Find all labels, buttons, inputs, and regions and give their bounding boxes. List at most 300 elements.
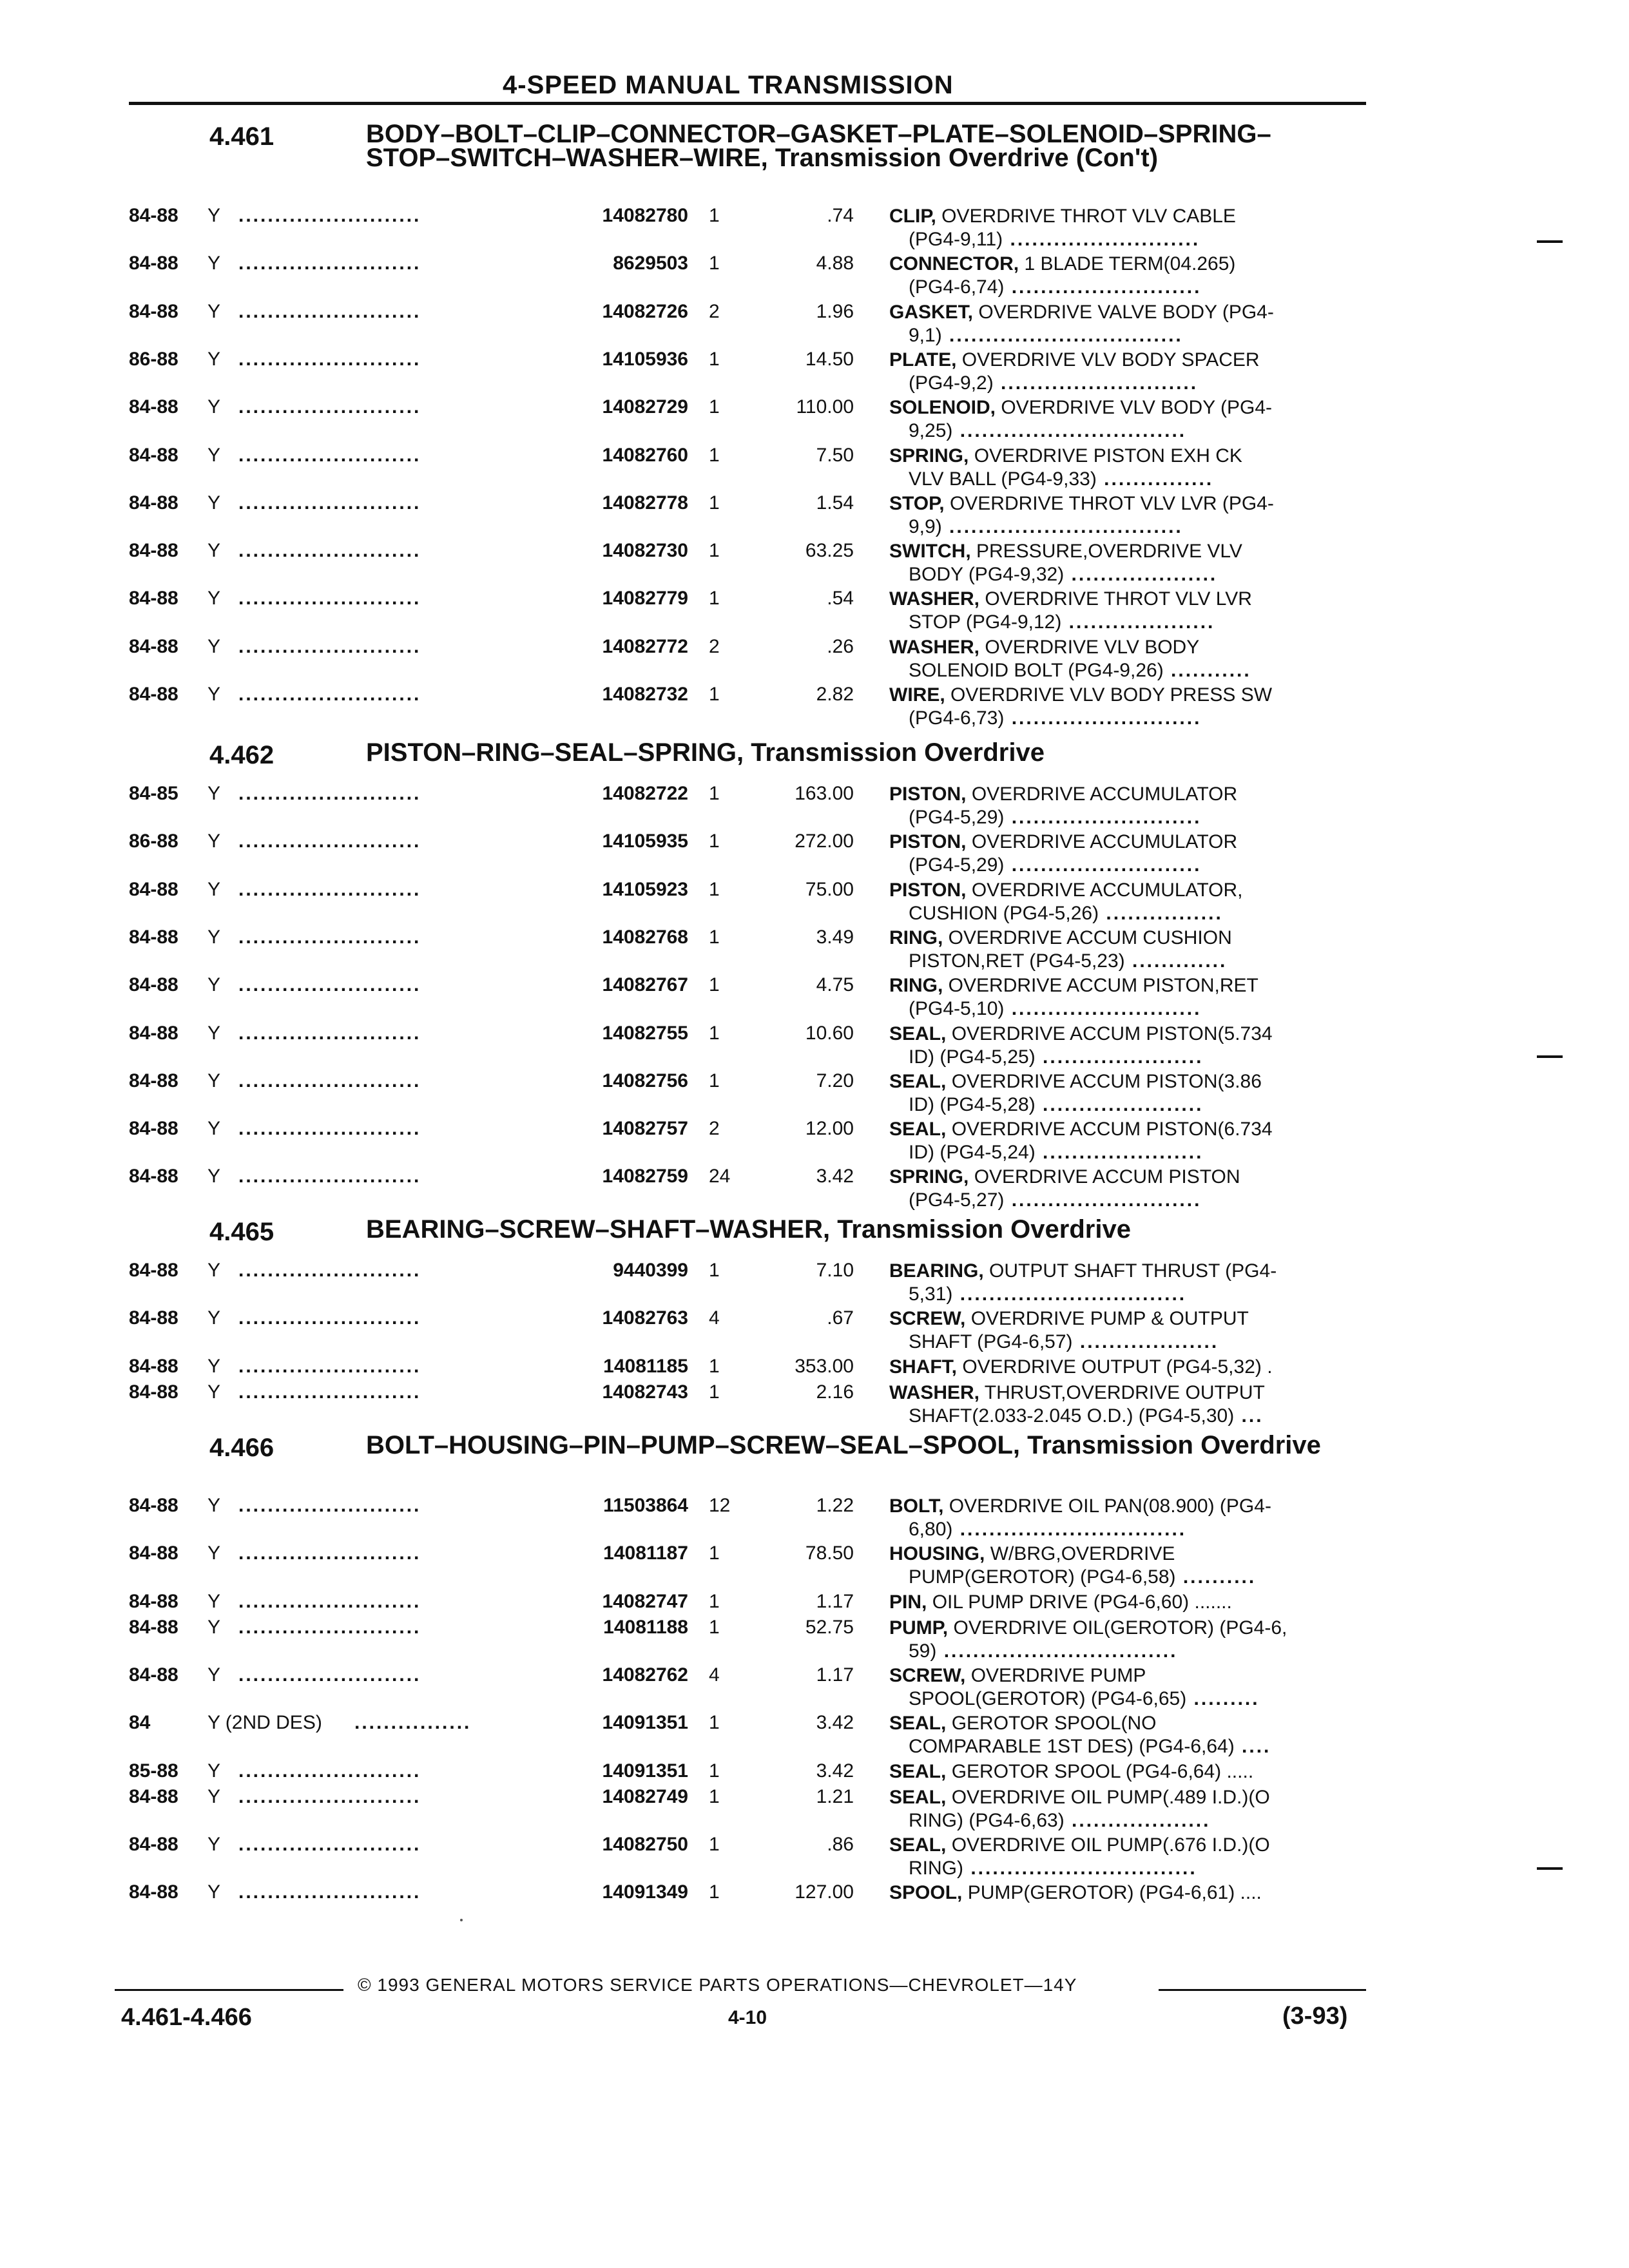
model-years: 84-88 xyxy=(129,1881,178,1903)
leader-dots: ................................ xyxy=(936,1640,1178,1662)
table-row xyxy=(0,1834,1629,1880)
description-text: 6,80) xyxy=(909,1519,953,1540)
price: .67 xyxy=(827,1307,854,1329)
price: 12.00 xyxy=(805,1118,854,1140)
description-line-1: PRESSURE,OVERDRIVE VLV xyxy=(970,541,1242,562)
part-number: 14082756 xyxy=(602,1070,688,1091)
leader-dots: ......................... xyxy=(238,1070,421,1091)
description-text: (PG4-5,27) xyxy=(909,1189,1005,1211)
model-years: 84-88 xyxy=(129,878,178,900)
description-line-1: OUTPUT SHAFT THRUST (PG4- xyxy=(983,1260,1277,1282)
part-name: RING, xyxy=(889,927,943,948)
table-row xyxy=(0,831,1629,877)
price: 4.75 xyxy=(816,974,854,996)
leader-dots: ......................... xyxy=(238,974,421,996)
part-name: GASKET, xyxy=(889,301,974,323)
price: 3.42 xyxy=(816,1712,854,1734)
leader-dots: ......................... xyxy=(238,1166,421,1187)
table-row xyxy=(0,205,1629,251)
margin-mark xyxy=(1537,1055,1563,1058)
description-text: PUMP(GEROTOR) (PG4-6,58) xyxy=(909,1566,1176,1588)
part-name: PISTON, xyxy=(889,831,967,853)
part-number: 14105935 xyxy=(602,831,688,852)
quantity: 1 xyxy=(709,831,720,852)
description-text: SPOOL(GEROTOR) (PG4-6,65) xyxy=(909,1687,1187,1709)
part-number: 14082760 xyxy=(602,444,688,466)
leader-dots: ......................... xyxy=(238,1833,421,1855)
description-line-2 xyxy=(889,1283,1277,1306)
table-row xyxy=(0,301,1629,347)
leader-dots: ...................... xyxy=(1035,1046,1204,1068)
leader-dots: ......................... xyxy=(238,1307,421,1329)
description-line-1: OVERDRIVE ACCUM PISTON(3.86 xyxy=(946,1070,1262,1092)
part-name: BOLT, xyxy=(889,1495,944,1517)
model-years: 84-88 xyxy=(129,396,178,418)
price: .26 xyxy=(827,635,854,657)
description-line-1: GEROTOR SPOOL(NO xyxy=(946,1713,1157,1735)
part-description xyxy=(889,927,1232,973)
price: 110.00 xyxy=(796,396,854,418)
model-code: Y xyxy=(207,348,221,370)
part-description xyxy=(889,1381,1265,1428)
model-years: 86-88 xyxy=(129,831,178,852)
section-number: 4.465 xyxy=(209,1218,275,1246)
price: 163.00 xyxy=(795,783,854,804)
quantity: 2 xyxy=(709,635,720,657)
model-years: 84-88 xyxy=(129,444,178,466)
quantity: 4 xyxy=(709,1307,720,1329)
part-number: 9440399 xyxy=(613,1260,688,1281)
leader-dots: ......................... xyxy=(238,1616,421,1638)
part-name: SCREW, xyxy=(889,1308,966,1330)
description-line-2 xyxy=(889,1189,1240,1212)
part-number: 14082763 xyxy=(602,1307,688,1329)
price: 78.50 xyxy=(805,1542,854,1564)
part-name: BEARING, xyxy=(889,1260,984,1282)
footer-copyright: © 1993 GENERAL MOTORS SERVICE PARTS OPERATIONS—CHEVROLET—14Y xyxy=(358,1975,1077,1995)
section-number: 4.466 xyxy=(209,1434,275,1462)
leader-dots: ......................... xyxy=(238,1118,421,1140)
part-name: SOLENOID, xyxy=(889,397,996,419)
leader-dots: .......................... xyxy=(1004,276,1202,298)
section-title xyxy=(366,1215,1345,1244)
section-title xyxy=(366,1431,1345,1459)
leader-dots: .......... xyxy=(1175,1566,1257,1588)
price: .86 xyxy=(827,1833,854,1855)
part-description xyxy=(889,1070,1262,1117)
quantity: 1 xyxy=(709,1022,720,1044)
description-line-1: OVERDRIVE VLV BODY xyxy=(979,636,1200,658)
part-description xyxy=(889,588,1252,634)
model-code: Y xyxy=(207,1542,221,1564)
leader-dots: ......................... xyxy=(238,540,421,562)
model-years: 84-88 xyxy=(129,1616,178,1638)
part-name: PISTON, xyxy=(889,783,967,805)
model-years: 86-88 xyxy=(129,348,178,370)
table-row xyxy=(0,974,1629,1021)
price: 1.17 xyxy=(816,1590,854,1612)
leader-dots: ...................... xyxy=(1035,1093,1204,1115)
part-name: SPOOL, xyxy=(889,1882,963,1904)
table-row xyxy=(0,1617,1629,1663)
table-row xyxy=(0,396,1629,443)
leader-dots: ................... xyxy=(1072,1331,1219,1353)
description-text: RING) (PG4-6,63) xyxy=(909,1809,1065,1831)
quantity: 12 xyxy=(709,1495,731,1516)
section-title xyxy=(366,738,1345,767)
model-code: Y xyxy=(207,444,221,466)
part-number: 14082730 xyxy=(602,540,688,562)
part-number: 14082772 xyxy=(602,635,688,657)
description-line-2 xyxy=(889,1141,1273,1164)
model-years: 84-88 xyxy=(129,540,178,562)
model-years: 84-88 xyxy=(129,1355,178,1377)
leader-dots: ........................... xyxy=(993,372,1199,394)
part-number: 14082743 xyxy=(602,1381,688,1403)
description-text: (PG4-6,74) xyxy=(909,276,1005,298)
price: 2.16 xyxy=(816,1381,854,1403)
part-name: WASHER, xyxy=(889,636,980,658)
part-description xyxy=(889,396,1272,443)
quantity: 1 xyxy=(709,1070,720,1091)
part-description xyxy=(889,684,1272,730)
model-years: 84-88 xyxy=(129,205,178,226)
description-text: BODY (PG4-9,32) xyxy=(909,564,1065,586)
leader-dots: ......................... xyxy=(238,831,421,852)
table-row xyxy=(0,1307,1629,1354)
description-line-1: OVERDRIVE PUMP & OUTPUT xyxy=(965,1308,1249,1330)
leader-dots: .................... xyxy=(1061,611,1215,633)
price: 1.17 xyxy=(816,1664,854,1686)
description-text: SOLENOID BOLT (PG4-9,26) xyxy=(909,659,1164,681)
description-line-1: OVERDRIVE ACCUMULATOR xyxy=(966,831,1238,853)
leader-dots: .... xyxy=(1234,1736,1271,1758)
quantity: 1 xyxy=(709,1260,720,1281)
leader-dots: ......................... xyxy=(238,878,421,900)
model-code: Y xyxy=(207,1881,221,1903)
section-title-parts: PISTON–RING–SEAL–SPRING, xyxy=(366,738,744,767)
model-code: Y xyxy=(207,684,221,705)
description-line-1: OIL PUMP DRIVE (PG4-6,60) ....... xyxy=(927,1591,1232,1613)
margin-mark xyxy=(1537,1867,1563,1870)
part-description xyxy=(889,1617,1287,1663)
model-code: Y xyxy=(207,1022,221,1044)
quantity: 1 xyxy=(709,588,720,610)
table-row xyxy=(0,1881,1629,1928)
model-years: 84-88 xyxy=(129,1495,178,1516)
leader-dots: .......................... xyxy=(1003,229,1200,250)
description-text: 59) xyxy=(909,1640,937,1662)
description-line-1: OVERDRIVE VLV BODY PRESS SW xyxy=(945,684,1273,706)
leader-dots: ......................... xyxy=(238,1260,421,1281)
part-description xyxy=(889,1760,1253,1783)
part-description xyxy=(889,540,1242,586)
model-code: Y xyxy=(207,1307,221,1329)
leader-dots: ................ xyxy=(354,1712,472,1734)
leader-dots: ......................... xyxy=(238,1590,421,1612)
table-row xyxy=(0,1760,1629,1786)
table-row xyxy=(0,1712,1629,1758)
part-number: 14082722 xyxy=(602,783,688,804)
part-number: 14082729 xyxy=(602,396,688,418)
part-number: 8629503 xyxy=(613,253,688,274)
part-name: RING, xyxy=(889,975,943,997)
model-code: Y xyxy=(207,396,221,418)
model-years: 84-85 xyxy=(129,783,178,804)
part-description xyxy=(889,1495,1271,1541)
model-years: 84-88 xyxy=(129,1590,178,1612)
leader-dots: ......................... xyxy=(238,300,421,322)
model-code: Y xyxy=(207,783,221,804)
description-line-2 xyxy=(889,950,1232,973)
leader-dots: .......................... xyxy=(1004,1189,1202,1211)
leader-dots: ......................... xyxy=(238,444,421,466)
description-text: SHAFT (PG4-6,57) xyxy=(909,1331,1073,1353)
quantity: 1 xyxy=(709,1760,720,1782)
quantity: 1 xyxy=(709,348,720,370)
leader-dots: ................................ xyxy=(941,515,1183,537)
part-description xyxy=(889,301,1274,347)
part-number: 14082779 xyxy=(602,588,688,610)
model-years: 84-88 xyxy=(129,1070,178,1091)
description-text: PISTON,RET (PG4-5,23) xyxy=(909,950,1125,972)
description-line-2 xyxy=(889,1331,1249,1354)
description-line-2 xyxy=(889,1640,1287,1663)
part-name: SHAFT, xyxy=(889,1356,957,1378)
model-years: 84-88 xyxy=(129,1542,178,1564)
part-number: 14081188 xyxy=(603,1616,688,1638)
quantity: 1 xyxy=(709,396,720,418)
leader-dots: ......................... xyxy=(238,253,421,274)
quantity: 24 xyxy=(709,1166,731,1187)
model-years: 84-88 xyxy=(129,1260,178,1281)
model-years: 84-88 xyxy=(129,1118,178,1140)
description-text: (PG4-5,10) xyxy=(909,998,1005,1020)
leader-dots: ........... xyxy=(1163,659,1251,681)
part-description xyxy=(889,205,1236,251)
table-row xyxy=(0,684,1629,730)
model-years: 84-88 xyxy=(129,684,178,705)
description-text: VLV BALL (PG4-9,33) xyxy=(909,468,1097,490)
part-number: 14082749 xyxy=(602,1785,688,1807)
description-line-1: OVERDRIVE ACCUM PISTON,RET xyxy=(943,975,1258,997)
description-line-1: OVERDRIVE PUMP xyxy=(965,1664,1146,1686)
description-line-1: OVERDRIVE ACCUM PISTON(6.734 xyxy=(946,1119,1273,1140)
description-line-2 xyxy=(889,324,1274,347)
part-description xyxy=(889,1260,1277,1306)
price: 4.88 xyxy=(816,253,854,274)
table-row xyxy=(0,445,1629,491)
leader-dots: ......................... xyxy=(238,1881,421,1903)
model-code: Y xyxy=(207,1785,221,1807)
model-code: Y xyxy=(207,1166,221,1187)
description-line-1: 1 BLADE TERM(04.265) xyxy=(1019,253,1236,275)
price: 63.25 xyxy=(805,540,854,562)
model-years: 84-88 xyxy=(129,1785,178,1807)
leader-dots: ............................... xyxy=(952,1519,1187,1540)
leader-dots: ......................... xyxy=(238,1381,421,1403)
leader-dots: ......................... xyxy=(238,926,421,948)
margin-mark xyxy=(1537,240,1563,243)
price: 272.00 xyxy=(795,831,854,852)
model-code: Y xyxy=(207,1381,221,1403)
description-text: CUSHION (PG4-5,26) xyxy=(909,902,1099,924)
part-name: SEAL, xyxy=(889,1119,947,1140)
part-name: PUMP, xyxy=(889,1617,949,1639)
description-text: ID) (PG4-5,25) xyxy=(909,1046,1036,1068)
price: 7.10 xyxy=(816,1260,854,1281)
description-line-1: W/BRG,OVERDRIVE xyxy=(985,1543,1175,1565)
price: 75.00 xyxy=(805,878,854,900)
description-line-1: OVERDRIVE ACCUMULATOR, xyxy=(966,879,1243,901)
model-years: 84-88 xyxy=(129,588,178,610)
model-code: Y xyxy=(207,1590,221,1612)
quantity: 1 xyxy=(709,1381,720,1403)
section-title-category: Transmission Overdrive xyxy=(1020,1431,1321,1459)
description-line-1: OVERDRIVE THROT VLV LVR xyxy=(979,588,1252,610)
model-code: Y xyxy=(207,926,221,948)
quantity: 1 xyxy=(709,974,720,996)
description-line-1: GEROTOR SPOOL (PG4-6,64) ..... xyxy=(946,1760,1254,1782)
part-number: 11503864 xyxy=(603,1495,688,1516)
model-years: 84-88 xyxy=(129,974,178,996)
description-line-2 xyxy=(889,228,1236,251)
part-number: 14082750 xyxy=(602,1833,688,1855)
model-years: 84-88 xyxy=(129,1381,178,1403)
footer-page-number: 4-10 xyxy=(728,2007,767,2028)
description-line-1: OVERDRIVE ACCUM PISTON xyxy=(969,1166,1240,1188)
model-code: Y xyxy=(207,1616,221,1638)
leader-dots: ......................... xyxy=(238,348,421,370)
part-description xyxy=(889,636,1251,682)
leader-dots: ................ xyxy=(1099,902,1223,924)
description-text: (PG4-5,29) xyxy=(909,807,1005,828)
quantity: 4 xyxy=(709,1664,720,1686)
description-line-2 xyxy=(889,1687,1260,1711)
part-description xyxy=(889,1356,1273,1379)
description-line-1: OVERDRIVE OIL PAN(08.900) (PG4- xyxy=(943,1495,1271,1517)
part-name: WASHER, xyxy=(889,588,980,610)
quantity: 1 xyxy=(709,1712,720,1734)
section-title-category: Transmission Overdrive (Con't) xyxy=(767,144,1159,172)
model-code: Y xyxy=(207,635,221,657)
description-line-2 xyxy=(889,1735,1271,1758)
part-number: 14082767 xyxy=(602,974,688,996)
part-name: PLATE, xyxy=(889,349,957,370)
quantity: 1 xyxy=(709,926,720,948)
model-years: 84-88 xyxy=(129,635,178,657)
description-line-2 xyxy=(889,707,1272,730)
section-title-category: Transmission Overdrive xyxy=(830,1215,1131,1244)
description-text: (PG4-5,29) xyxy=(909,854,1005,876)
part-name: PISTON, xyxy=(889,879,967,901)
model-years: 84-88 xyxy=(129,1307,178,1329)
leader-dots: ............................... xyxy=(952,1283,1187,1305)
model-years: 84-88 xyxy=(129,300,178,322)
part-number: 14081185 xyxy=(603,1355,688,1377)
price: 1.22 xyxy=(816,1495,854,1516)
model-code: Y xyxy=(207,1355,221,1377)
scan-speck xyxy=(460,1919,463,1921)
part-description xyxy=(889,1542,1256,1589)
section-title-parts: BOLT–HOUSING–PIN–PUMP–SCREW–SEAL–SPOOL, xyxy=(366,1431,1020,1459)
model-code: Y xyxy=(207,1760,221,1782)
model-code: Y xyxy=(207,492,221,514)
part-number: 14082768 xyxy=(602,926,688,948)
description-line-2 xyxy=(889,515,1274,539)
description-text: ID) (PG4-5,28) xyxy=(909,1093,1036,1115)
leader-dots: .......................... xyxy=(1004,998,1202,1020)
leader-dots: ............... xyxy=(1096,468,1214,490)
table-row xyxy=(0,1260,1629,1306)
leader-dots: ......................... xyxy=(238,1022,421,1044)
price: .54 xyxy=(827,588,854,610)
part-description xyxy=(889,783,1237,829)
part-name: WASHER, xyxy=(889,1381,980,1403)
price: .74 xyxy=(827,205,854,226)
part-name: SEAL, xyxy=(889,1023,947,1044)
model-code: Y xyxy=(207,1118,221,1140)
leader-dots: ......................... xyxy=(238,783,421,804)
description-line-1: OVERDRIVE VLV BODY SPACER xyxy=(956,349,1260,370)
description-text: (PG4-9,2) xyxy=(909,372,994,394)
section-number: 4.461 xyxy=(209,122,275,151)
part-name: STOP, xyxy=(889,492,945,514)
description-line-1: PUMP(GEROTOR) (PG4-6,61) .... xyxy=(962,1882,1262,1904)
part-name: SWITCH, xyxy=(889,541,971,562)
model-code: Y xyxy=(207,1664,221,1686)
price: 1.96 xyxy=(816,300,854,322)
description-line-1: OVERDRIVE OIL PUMP(.489 I.D.)(O xyxy=(946,1786,1270,1808)
part-description xyxy=(889,492,1274,539)
quantity: 1 xyxy=(709,540,720,562)
table-row xyxy=(0,1542,1629,1589)
table-row xyxy=(0,879,1629,925)
part-name: SCREW, xyxy=(889,1664,966,1686)
description-text: 9,1) xyxy=(909,324,942,346)
model-code: Y xyxy=(207,878,221,900)
description-line-2 xyxy=(889,902,1242,925)
leader-dots: ......................... xyxy=(238,205,421,226)
leader-dots: ......................... xyxy=(238,635,421,657)
description-text: 9,9) xyxy=(909,515,942,537)
description-line-1: OVERDRIVE ACCUM CUSHION xyxy=(943,927,1232,948)
description-line-1: THRUST,OVERDRIVE OUTPUT xyxy=(979,1381,1265,1403)
model-years: 84-88 xyxy=(129,1166,178,1187)
leader-dots: ............. xyxy=(1124,950,1228,972)
part-number: 14082747 xyxy=(602,1590,688,1612)
part-number: 14082778 xyxy=(602,492,688,514)
header-rule xyxy=(129,102,1366,105)
description-line-2 xyxy=(889,1809,1270,1832)
leader-dots: ......................... xyxy=(238,684,421,705)
part-description xyxy=(889,253,1235,299)
part-description xyxy=(889,974,1258,1021)
description-line-1: OVERDRIVE OIL(GEROTOR) (PG4-6, xyxy=(948,1617,1287,1639)
quantity: 1 xyxy=(709,205,720,226)
part-name: SEAL, xyxy=(889,1070,947,1092)
leader-dots: ................................ xyxy=(941,324,1183,346)
description-line-1: OVERDRIVE ACCUM PISTON(5.734 xyxy=(946,1023,1273,1044)
description-text: STOP (PG4-9,12) xyxy=(909,611,1062,633)
model-code: Y xyxy=(207,588,221,610)
quantity: 1 xyxy=(709,1833,720,1855)
price: 1.21 xyxy=(816,1785,854,1807)
leader-dots: ......................... xyxy=(238,588,421,610)
table-row xyxy=(0,927,1629,973)
description-line-2 xyxy=(889,276,1235,299)
quantity: 1 xyxy=(709,253,720,274)
